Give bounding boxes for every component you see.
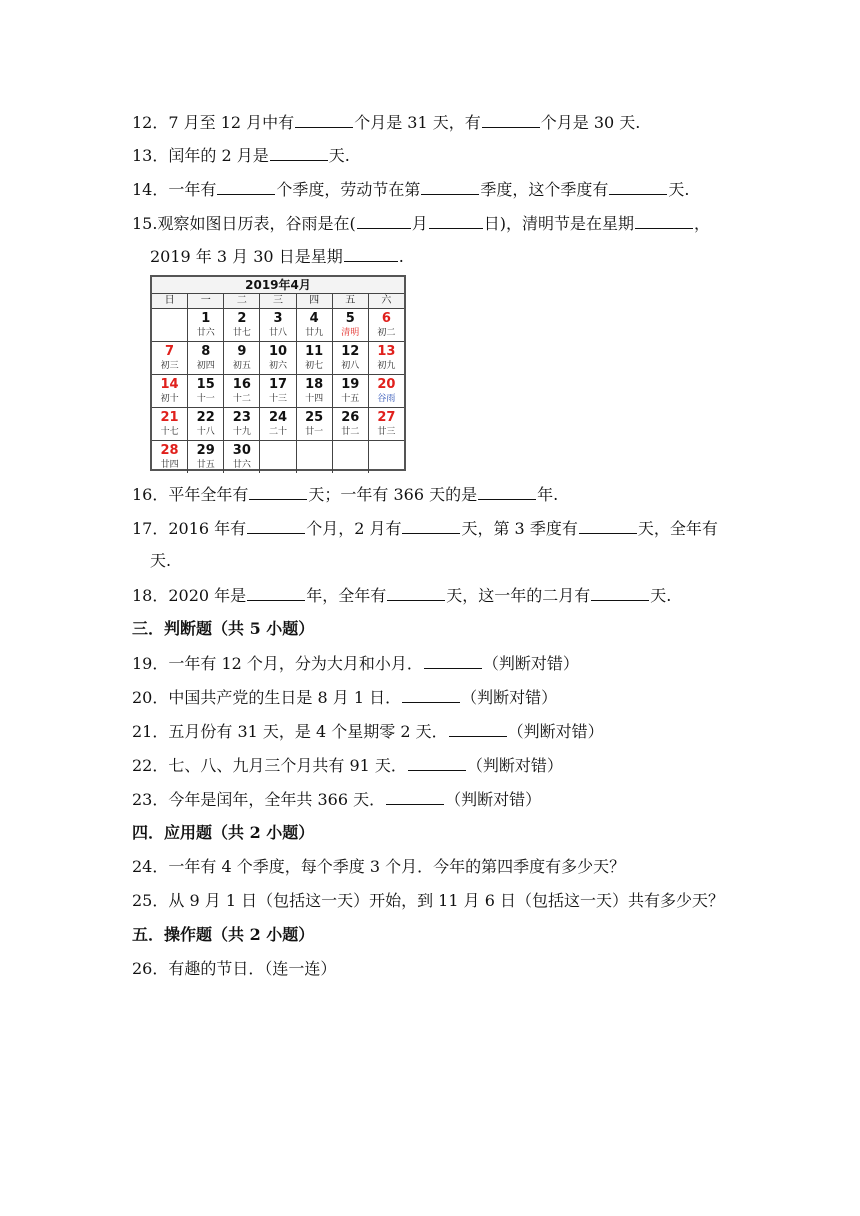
- calendar-day-cell: [224, 408, 260, 440]
- question-15-continued: [150, 246, 404, 267]
- lunar-date: 十四: [305, 394, 324, 404]
- question-text: 年，全年有: [306, 586, 387, 605]
- lunar-date: 谷雨: [377, 394, 396, 404]
- calendar-day-cell: [333, 441, 369, 473]
- question-12: [132, 112, 640, 133]
- answer-blank[interactable]: [429, 213, 483, 229]
- day-number: 5: [345, 311, 355, 326]
- lunar-date: 十三: [268, 394, 287, 404]
- day-number: 23: [232, 410, 251, 425]
- question-text: 个月是 30 天.: [540, 113, 641, 132]
- question-text: （判断对错）: [461, 688, 558, 707]
- answer-blank[interactable]: [249, 484, 307, 500]
- question-number: 15.: [132, 214, 158, 233]
- calendar-day-cell: [297, 309, 333, 341]
- question-text: 七、八、九月三个月共有 91 天．: [168, 756, 407, 775]
- question-number: 24．: [132, 857, 169, 876]
- day-number: 10: [268, 344, 288, 359]
- day-number: 12: [341, 344, 360, 359]
- question-text: 日)，清明节是在星期: [483, 214, 634, 233]
- answer-blank[interactable]: [579, 518, 637, 534]
- question-text: 今年是闰年，全年共 366 天．: [168, 790, 386, 809]
- calendar-day-cell: [152, 309, 188, 341]
- calendar-day-cell: [224, 342, 260, 374]
- question-text: 2016 年有: [168, 519, 247, 538]
- weekday-label: 四: [297, 294, 333, 308]
- lunar-date: 初十: [160, 394, 179, 404]
- weekday-label: 二: [224, 294, 260, 308]
- calendar-day-cell: [224, 441, 260, 473]
- question-text: （判断对错）: [466, 756, 563, 775]
- lunar-date: 初九: [377, 361, 396, 371]
- lunar-date: 初六: [268, 361, 287, 371]
- calendar-day-cell: [369, 309, 404, 341]
- weekday-label: 日: [152, 294, 188, 308]
- question-text: 有趣的节日．（连一连）: [168, 959, 337, 978]
- question-text: 2019 年 3 月 30 日是星期: [150, 247, 343, 266]
- question-number: 16．: [132, 485, 169, 504]
- lunar-date: 廿一: [305, 427, 324, 437]
- calendar-day-cell: [333, 408, 369, 440]
- calendar-day-cell: [152, 441, 188, 473]
- answer-blank[interactable]: [402, 687, 460, 703]
- question-number: 18．: [132, 586, 169, 605]
- question-text: （判断对错）: [507, 722, 604, 741]
- lunar-date: 廿六: [232, 460, 251, 470]
- lunar-date: 廿二: [341, 427, 360, 437]
- answer-blank[interactable]: [344, 246, 398, 262]
- calendar-day-cell: [297, 342, 333, 374]
- answer-blank[interactable]: [421, 179, 479, 195]
- day-number: 9: [237, 344, 247, 359]
- calendar-day-cell: [224, 309, 260, 341]
- calendar-day-cell: [369, 408, 404, 440]
- calendar-day-cell: [333, 309, 369, 341]
- calendar-day-cell: [369, 342, 404, 374]
- section-heading-judgement: 三．判断题（共 5 小题）: [132, 619, 315, 638]
- question-number: 12．: [132, 113, 169, 132]
- lunar-date: 初三: [160, 361, 179, 371]
- day-number: 8: [201, 344, 211, 359]
- question-text: ，: [693, 214, 710, 233]
- day-number: 28: [160, 443, 179, 458]
- answer-blank[interactable]: [217, 179, 275, 195]
- calendar-week-row: [152, 342, 404, 375]
- day-number: 1: [201, 311, 211, 326]
- day-number: 19: [341, 377, 360, 392]
- question-text: 闰年的 2 月是: [168, 146, 269, 165]
- lunar-date: 十二: [232, 394, 251, 404]
- day-number: 2: [237, 311, 247, 326]
- question-text: 月: [411, 214, 428, 233]
- calendar-day-cell: [260, 309, 296, 341]
- answer-blank[interactable]: [387, 585, 445, 601]
- question-text: 一年有: [168, 180, 217, 199]
- lunar-date: 初五: [232, 361, 251, 371]
- answer-blank[interactable]: [478, 484, 536, 500]
- lunar-date: 二十: [268, 427, 287, 437]
- answer-blank[interactable]: [609, 179, 667, 195]
- question-text: 平年全年有: [168, 485, 249, 504]
- lunar-date: 十七: [160, 427, 179, 437]
- answer-blank[interactable]: [247, 585, 305, 601]
- answer-blank[interactable]: [635, 213, 693, 229]
- day-number: 4: [309, 311, 319, 326]
- lunar-date: 十九: [232, 427, 251, 437]
- calendar-day-cell: [297, 441, 333, 473]
- answer-blank[interactable]: [402, 518, 460, 534]
- question-text: 天；一年有 366 天的是: [308, 485, 478, 504]
- calendar-day-cell: [260, 375, 296, 407]
- question-text: 一年有 4 个季度，每个季度 3 个月．今年的第四季度有多少天？: [168, 857, 626, 876]
- day-number: 17: [268, 377, 288, 392]
- day-number: 14: [160, 377, 179, 392]
- day-number: 29: [196, 443, 215, 458]
- question-23: [132, 789, 541, 810]
- question-number: 21．: [132, 722, 169, 741]
- question-16: [132, 484, 558, 505]
- answer-blank[interactable]: [449, 721, 507, 737]
- question-number: 22．: [132, 756, 169, 775]
- day-number: 16: [232, 377, 251, 392]
- calendar-day-cell: [188, 375, 224, 407]
- question-text: 从 9 月 1 日（包括这一天）开始，到 11 月 6 日（包括这一天）共有多少天？: [168, 891, 724, 910]
- question-15: [132, 213, 710, 234]
- answer-blank[interactable]: [482, 112, 540, 128]
- question-number: 25．: [132, 891, 169, 910]
- calendar-week-row: [152, 441, 404, 473]
- calendar-weekday-header: [152, 294, 404, 309]
- weekday-label: 一: [188, 294, 224, 308]
- calendar-day-cell: [152, 342, 188, 374]
- question-19: [132, 653, 579, 674]
- lunar-date: 初二: [377, 328, 396, 338]
- question-text: （判断对错）: [445, 790, 542, 809]
- calendar-day-cell: [188, 342, 224, 374]
- calendar-title: 2019年4月: [152, 277, 404, 294]
- calendar-day-cell: [152, 408, 188, 440]
- weekday-label: 三: [260, 294, 296, 308]
- lunar-date: 十五: [341, 394, 360, 404]
- day-number: 13: [377, 344, 396, 359]
- calendar-day-cell: [188, 309, 224, 341]
- day-number: 26: [341, 410, 360, 425]
- calendar-day-cell: [188, 441, 224, 473]
- calendar-day-cell: [369, 441, 404, 473]
- calendar-day-cell: [188, 408, 224, 440]
- calendar-day-cell: [297, 375, 333, 407]
- question-text: 7 月至 12 月中有: [168, 113, 295, 132]
- answer-blank[interactable]: [357, 213, 411, 229]
- question-text: 天，第 3 季度有: [461, 519, 578, 538]
- question-text: 年.: [537, 485, 559, 504]
- question-number: 20．: [132, 688, 169, 707]
- question-21: [132, 721, 604, 742]
- day-number: 7: [165, 344, 175, 359]
- lunar-date: 初七: [305, 361, 324, 371]
- question-26: [132, 959, 336, 979]
- lunar-date: 廿七: [232, 328, 251, 338]
- april-2019-calendar: [150, 275, 406, 471]
- lunar-date: 廿五: [196, 460, 215, 470]
- day-number: 30: [232, 443, 251, 458]
- lunar-date: 廿六: [196, 328, 215, 338]
- question-text: .: [398, 247, 404, 266]
- day-number: 24: [268, 410, 288, 425]
- calendar-day-cell: [224, 375, 260, 407]
- calendar-day-cell: [152, 375, 188, 407]
- question-text: 天.: [668, 180, 690, 199]
- question-text: 2020 年是: [168, 586, 247, 605]
- lunar-date: 廿三: [377, 427, 396, 437]
- question-text: 天.: [650, 586, 672, 605]
- day-number: 11: [305, 344, 324, 359]
- calendar-body: [152, 309, 404, 473]
- weekday-label: 五: [333, 294, 369, 308]
- question-text: 季度，这个季度有: [480, 180, 609, 199]
- question-text: 中国共产党的生日是 8 月 1 日．: [168, 688, 402, 707]
- lunar-date: 十八: [196, 427, 215, 437]
- answer-blank[interactable]: [424, 653, 482, 669]
- answer-blank[interactable]: [270, 145, 328, 161]
- day-number: 21: [160, 410, 179, 425]
- lunar-date: 廿九: [305, 328, 324, 338]
- question-text: 天，全年有: [637, 519, 718, 538]
- lunar-date: 初八: [341, 361, 360, 371]
- question-text: 观察如图日历表，谷雨是在(: [157, 214, 356, 233]
- question-24: [132, 857, 625, 877]
- question-text: 天.: [150, 551, 172, 570]
- calendar-day-cell: [260, 342, 296, 374]
- day-number: 20: [377, 377, 396, 392]
- section-heading-application: 四．应用题（共 2 小题）: [132, 823, 315, 842]
- calendar-day-cell: [260, 408, 296, 440]
- lunar-date: 十一: [196, 394, 215, 404]
- answer-blank[interactable]: [386, 789, 444, 805]
- lunar-date: 廿四: [160, 460, 179, 470]
- question-text: 五月份有 31 天，是 4 个星期零 2 天．: [168, 722, 448, 741]
- day-number: 27: [377, 410, 396, 425]
- question-14: [132, 179, 690, 200]
- question-text: 天.: [328, 146, 350, 165]
- day-number: 3: [273, 311, 283, 326]
- question-17-continued: [150, 551, 171, 571]
- answer-blank[interactable]: [408, 755, 466, 771]
- question-text: 个季度，劳动节在第: [276, 180, 421, 199]
- question-13: [132, 145, 350, 166]
- day-number: 18: [305, 377, 324, 392]
- answer-blank[interactable]: [247, 518, 305, 534]
- calendar-day-cell: [333, 342, 369, 374]
- calendar-day-cell: [369, 375, 404, 407]
- calendar-week-row: [152, 408, 404, 441]
- question-text: （判断对错）: [482, 654, 579, 673]
- calendar-day-cell: [297, 408, 333, 440]
- calendar-week-row: [152, 309, 404, 342]
- question-number: 14．: [132, 180, 169, 199]
- question-number: 19．: [132, 654, 169, 673]
- lunar-date: 初四: [196, 361, 215, 371]
- calendar-week-row: [152, 375, 404, 408]
- question-number: 17．: [132, 519, 169, 538]
- question-text: 天，这一年的二月有: [446, 586, 591, 605]
- question-number: 23．: [132, 790, 169, 809]
- weekday-label: 六: [381, 295, 392, 306]
- answer-blank[interactable]: [591, 585, 649, 601]
- calendar-day-cell: [260, 441, 296, 473]
- question-text: 个月是 31 天，有: [354, 113, 481, 132]
- lunar-date: 廿八: [268, 328, 287, 338]
- question-text: 个月，2 月有: [306, 519, 402, 538]
- day-number: 22: [196, 410, 215, 425]
- question-number: 26．: [132, 959, 169, 978]
- day-number: 25: [305, 410, 324, 425]
- question-20: [132, 687, 557, 708]
- lunar-date: 清明: [341, 328, 360, 338]
- question-18: [132, 585, 671, 606]
- question-number: 13．: [132, 146, 169, 165]
- question-22: [132, 755, 563, 776]
- answer-blank[interactable]: [295, 112, 353, 128]
- section-heading-operation: 五．操作题（共 2 小题）: [132, 925, 315, 944]
- question-17: [132, 518, 718, 539]
- calendar-day-cell: [333, 375, 369, 407]
- day-number: 15: [196, 377, 215, 392]
- question-25: [132, 891, 724, 911]
- question-text: 一年有 12 个月，分为大月和小月．: [168, 654, 423, 673]
- day-number: 6: [381, 311, 391, 326]
